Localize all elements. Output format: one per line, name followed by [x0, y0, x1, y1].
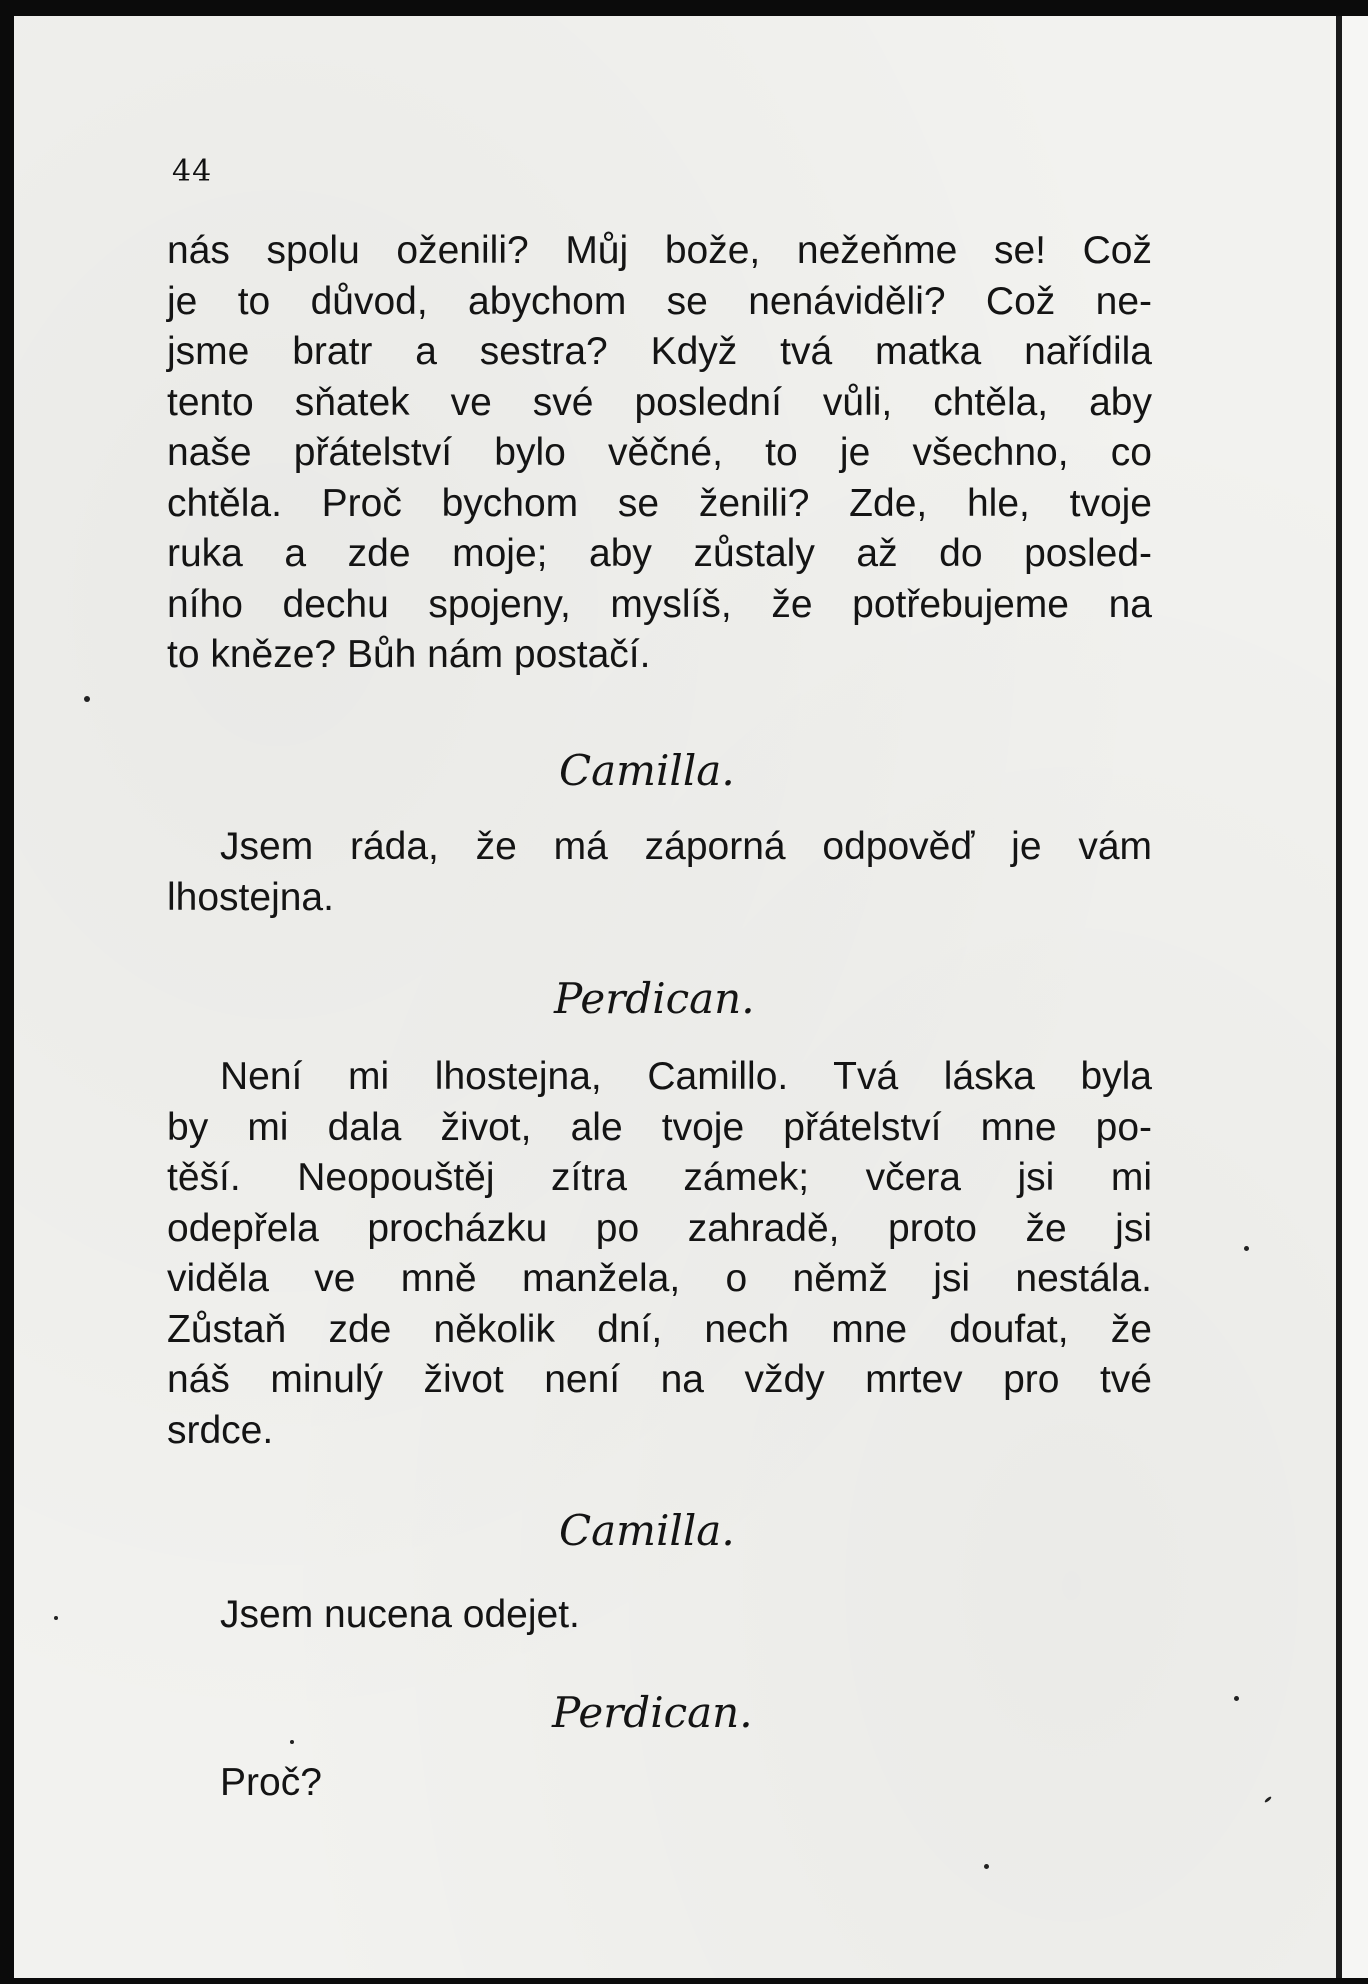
text-line: tento sňatek ve své poslední vůli, chtěla, aby [167, 380, 1152, 424]
book-page [14, 16, 1336, 1978]
text-line: Zůstaň zde několik dní, nech mne doufat, že [167, 1307, 1152, 1351]
scan-speck [290, 1740, 294, 1744]
text-line: Proč? [220, 1761, 322, 1804]
speech-paragraph-4 [167, 1590, 1152, 1641]
scan-speck [1244, 1246, 1249, 1251]
speaker-name-perdican: Perdican. [554, 974, 755, 1023]
text-line: odepřela procházku po zahradě, proto že jsi [167, 1206, 1152, 1250]
text-line: chtěla. Proč bychom se ženili? Zde, hle, tvoje [167, 481, 1152, 525]
text-line: by mi dala život, ale tvoje přátelství mne po- [167, 1105, 1152, 1149]
text-line: náš minulý život není na vždy mrtev pro tvé [167, 1358, 1152, 1401]
scan-speck [984, 1864, 989, 1869]
scan-speck [1264, 1796, 1272, 1803]
text-line: je to důvod, abychom se nenáviděli? Což ne- [167, 279, 1152, 323]
scan-speck [54, 1616, 58, 1620]
scan-speck [84, 696, 90, 702]
text-line: to kněze? Bůh nám postačí. [167, 633, 651, 676]
speech-paragraph-3 [167, 1052, 1152, 1456]
scan-speck [1234, 1696, 1239, 1701]
text-line: jsme bratr a sestra? Když tvá matka nařídila [167, 330, 1152, 373]
speech-paragraph-1 [167, 226, 1152, 681]
facing-page-strip [1342, 16, 1368, 1978]
text-line: těší. Neopouštěj zítra zámek; včera jsi mi [167, 1156, 1152, 1199]
text-line: viděla ve mně manžela, o němž jsi nestála. [167, 1257, 1152, 1300]
text-line: srdce. [167, 1408, 274, 1452]
page-number: 44 [172, 154, 213, 189]
speaker-name-camilla: Camilla. [559, 746, 735, 795]
text-line: nás spolu oženili? Můj bože, nežeňme se! Což [167, 229, 1152, 272]
text-line: ruka a zde moje; aby zůstaly až do posled- [167, 532, 1152, 575]
speaker-name-camilla: Camilla. [559, 1506, 735, 1555]
text-line: naše přátelství bylo věčné, to je všechno, co [167, 431, 1152, 474]
text-line: Není mi lhostejna, Camillo. Tvá láska byla [220, 1055, 1152, 1098]
speech-paragraph-2 [167, 822, 1152, 923]
text-line: Jsem ráda, že má záporná odpověď je vám [220, 825, 1152, 868]
text-line: Jsem nucena odejet. [220, 1593, 580, 1636]
speech-paragraph-5 [167, 1758, 1152, 1809]
speaker-name-perdican: Perdican. [552, 1688, 753, 1737]
text-line: ního dechu spojeny, myslíš, že potřebujeme na [167, 582, 1152, 626]
text-line: lhostejna. [167, 875, 334, 919]
